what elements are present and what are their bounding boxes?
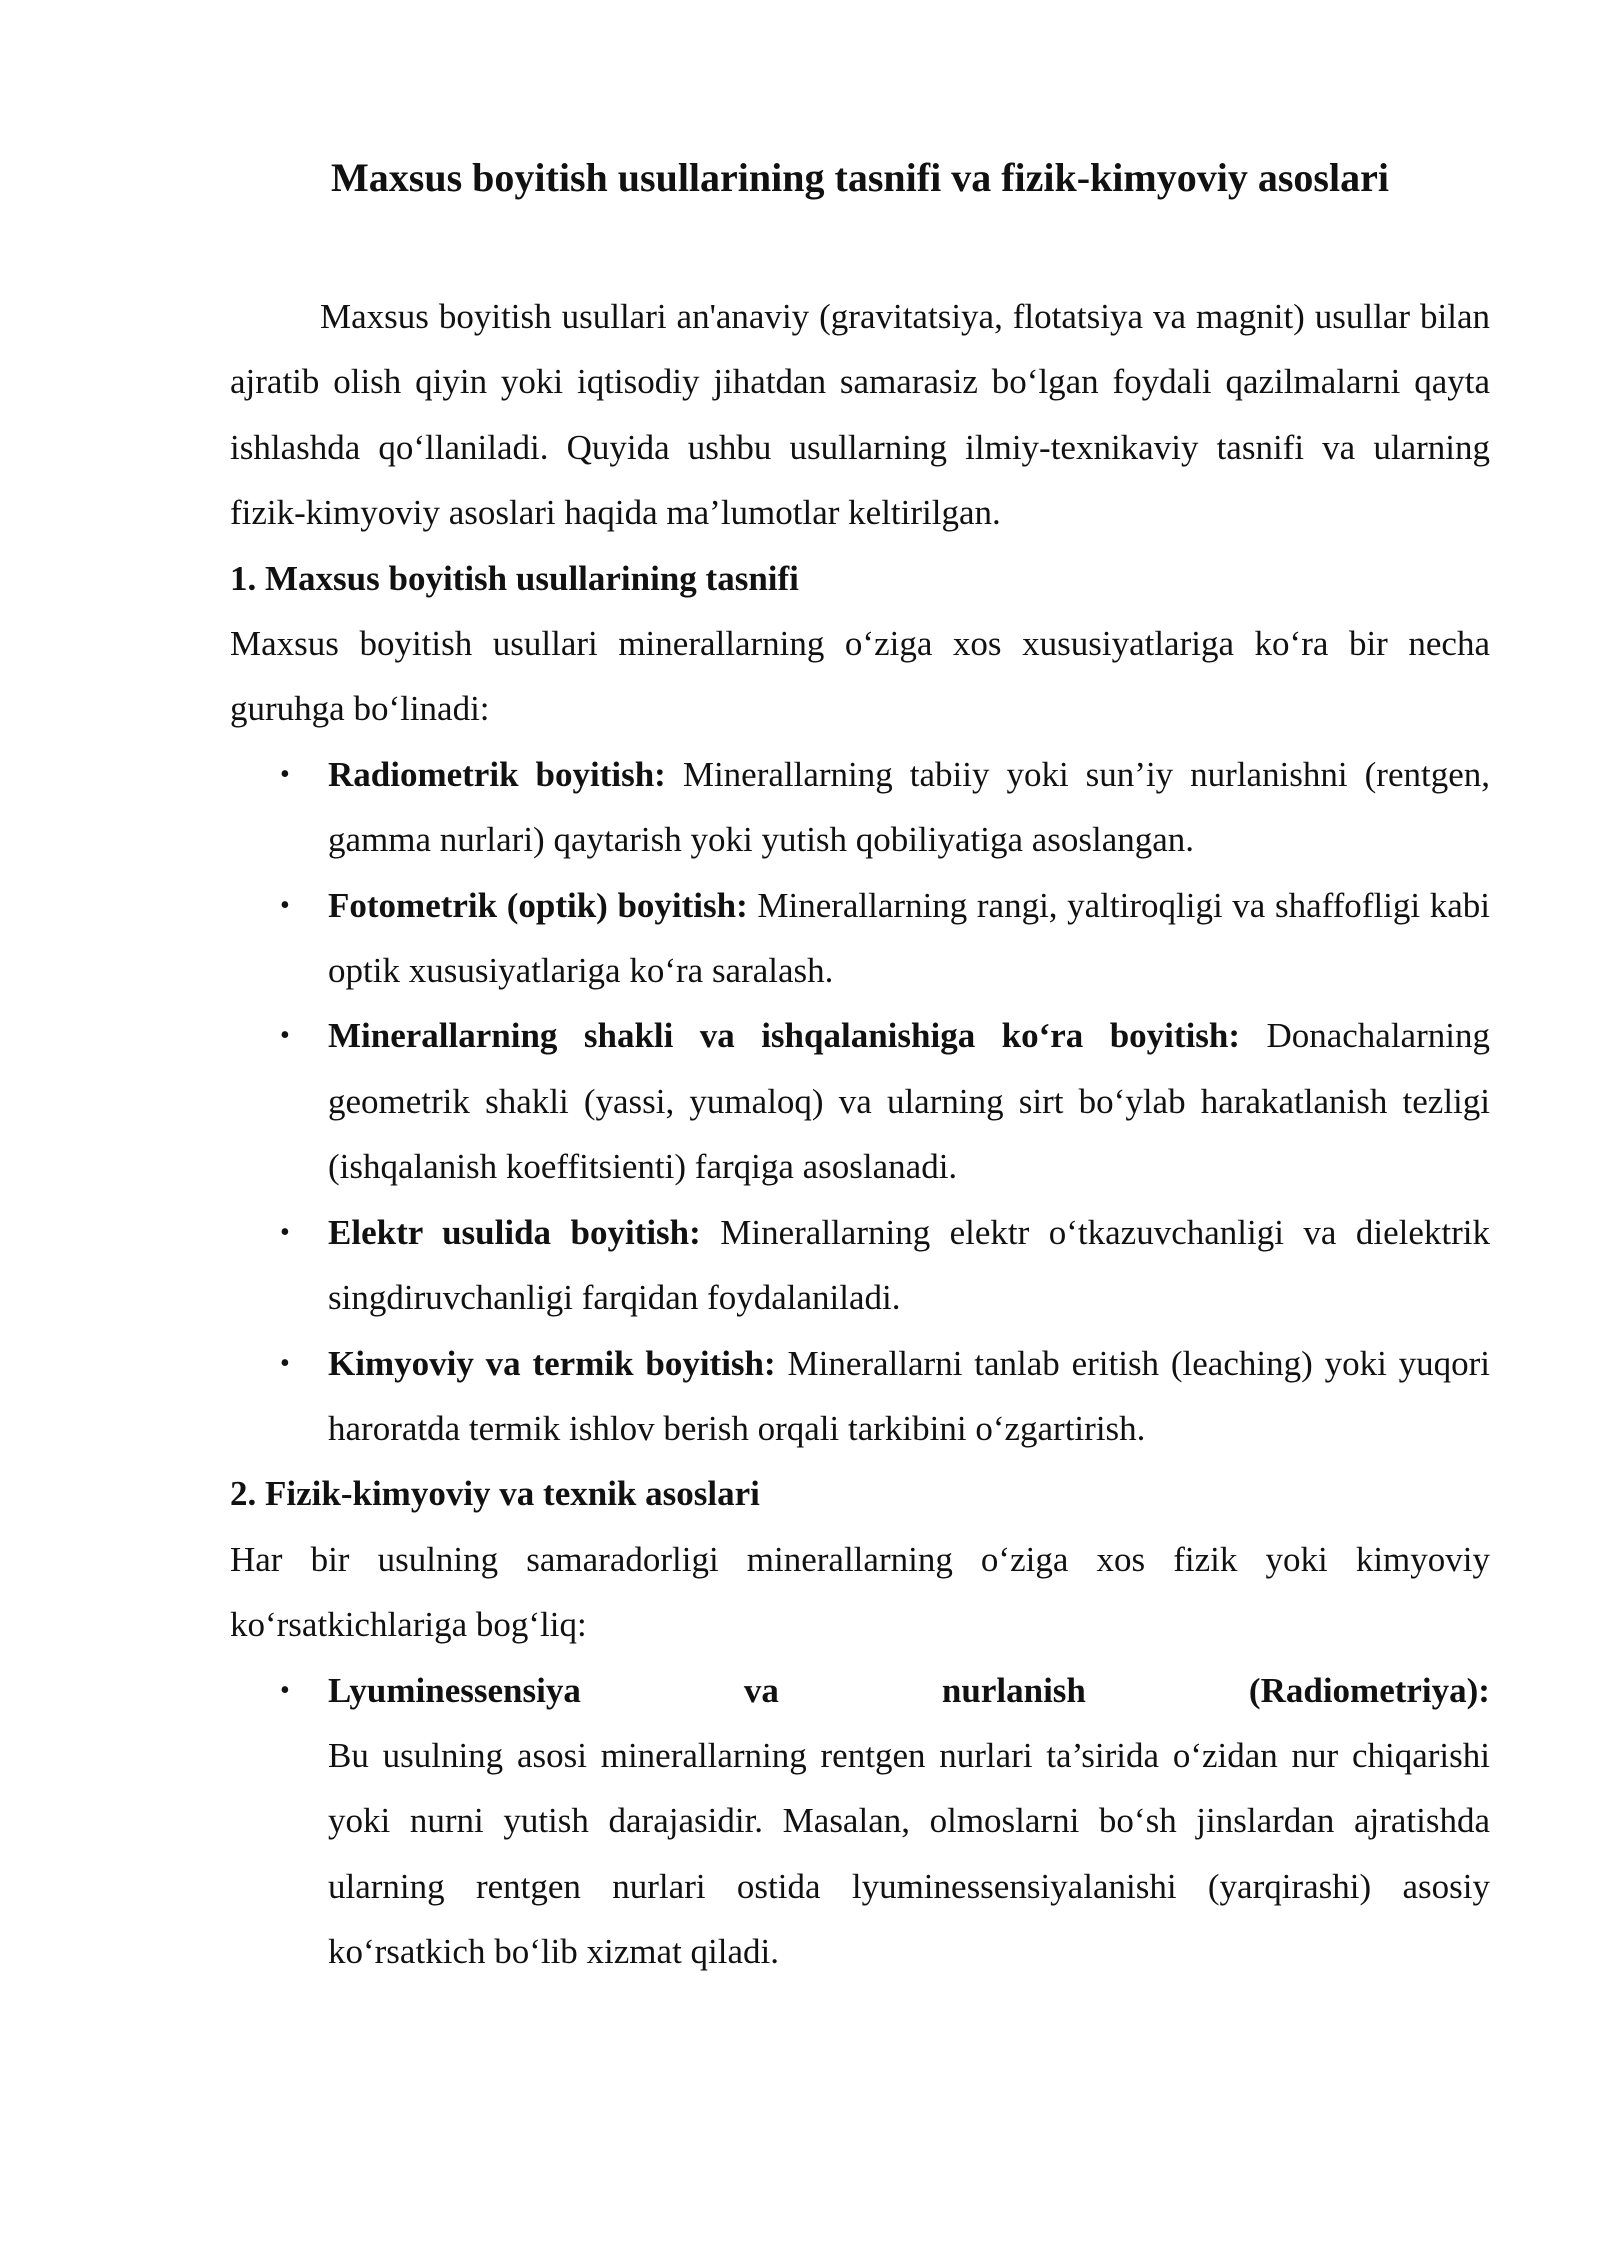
term-word: nurlanish — [941, 1670, 1086, 1710]
term-word: Lyuminessensiya — [328, 1670, 581, 1710]
list-item — [230, 873, 1490, 1004]
list-item-text: Donachalarning geometrik shakli (yassi, yumaloq) va ularning sirt bo‘ylab harakatlanish tezligi (ishqalanish koeffitsienti) farqiga asoslanadi. — [328, 1016, 1490, 1187]
list-item-text: Minerallarning elektr o‘tkazuvchanligi va dielektrik singdiruvchanligi farqidan foydalaniladi. — [328, 1212, 1491, 1318]
term-word: (Radiometriya): — [1248, 1670, 1490, 1710]
section-2-heading: 2. Fizik-kimyoviy va texnik asoslari — [230, 1474, 760, 1514]
section-1-heading: 1. Maxsus boyitish usullarining tasnifi — [230, 558, 799, 598]
bullet-icon: • — [280, 1347, 290, 1379]
list-item-text: Bu usulning asosi minerallarning rentgen nurlari ta’sirida o‘zidan nur chiqarishi yoki nurni yutish darajasidir. Masalan, olmoslarni bo‘sh jinslardan ajratishda ularning rentgen nurlari ostida lyuminessensiyalanishi (yarqirashi) asosiy ko‘rsatkich bo‘lib xizmat qiladi. — [328, 1735, 1490, 1972]
list-item — [230, 1003, 1490, 1199]
list-item-text: Minerallarning tabiiy yoki sun’iy nurlanishni (rentgen, gamma nurlari) qaytarish yoki yutish qobiliyatiga asoslangan. — [328, 754, 1490, 860]
bullet-icon: • — [280, 1216, 290, 1248]
list-item-term: Kimyoviy va termik boyitish: — [328, 1343, 776, 1383]
section-2-list — [230, 1658, 1490, 1985]
list-item-term: Elektr usulida boyitish: — [328, 1212, 701, 1252]
section-1-list — [230, 742, 1490, 1461]
list-item-term: Minerallarning shakli va ishqalanishiga ko‘ra boyitish: — [328, 1016, 1241, 1056]
term-word: va — [743, 1670, 779, 1710]
list-item-term: Radiometrik boyitish: — [328, 754, 666, 794]
bullet-icon: • — [280, 1674, 290, 1706]
list-item-term — [328, 1658, 1490, 1723]
bullet-icon: • — [280, 889, 290, 921]
list-item — [230, 742, 1490, 873]
intro-paragraph: Maxsus boyitish usullari an'anaviy (gravitatsiya, flotatsiya va magnit) usullar bilan ajratib olish qiyin yoki iqtisodiy jihatdan samarasiz bo‘lgan foydali qazilmalarni qayta ishlashda qo‘llaniladi. Quyida ushbu usullarning ilmiy-texnikaviy tasnifi va ularning fizik-kimyoviy asoslari haqida ma’lumotlar keltirilgan. — [230, 297, 1490, 533]
list-item — [230, 1200, 1490, 1331]
section-1-lead: Maxsus boyitish usullari minerallarning o‘ziga xos xususiyatlariga ko‘ra bir necha guruhga bo‘linadi: — [230, 624, 1490, 729]
bullet-icon: • — [280, 1020, 290, 1052]
document-title: Maxsus boyitish usullarining tasnifi va fizik-kimyoviy asoslari — [331, 155, 1389, 200]
section-2-lead: Har bir usulning samaradorligi minerallarning o‘ziga xos fizik yoki kimyoviy ko‘rsatkichlariga bog‘liq: — [230, 1539, 1490, 1645]
list-item-text: Minerallarning rangi, yaltiroqligi va shaffofligi kabi optik xususiyatlariga ko‘ra saralash. — [328, 885, 1490, 991]
list-item-term: Fotometrik (optik) boyitish: — [328, 885, 748, 925]
list-item — [230, 1331, 1490, 1462]
list-item-text: Minerallarni tanlab eritish (leaching) yoki yuqori haroratda termik ishlov berish orqali tarkibini o‘zgartirish. — [328, 1343, 1490, 1448]
list-item — [230, 1658, 1490, 1985]
bullet-icon: • — [280, 758, 290, 790]
